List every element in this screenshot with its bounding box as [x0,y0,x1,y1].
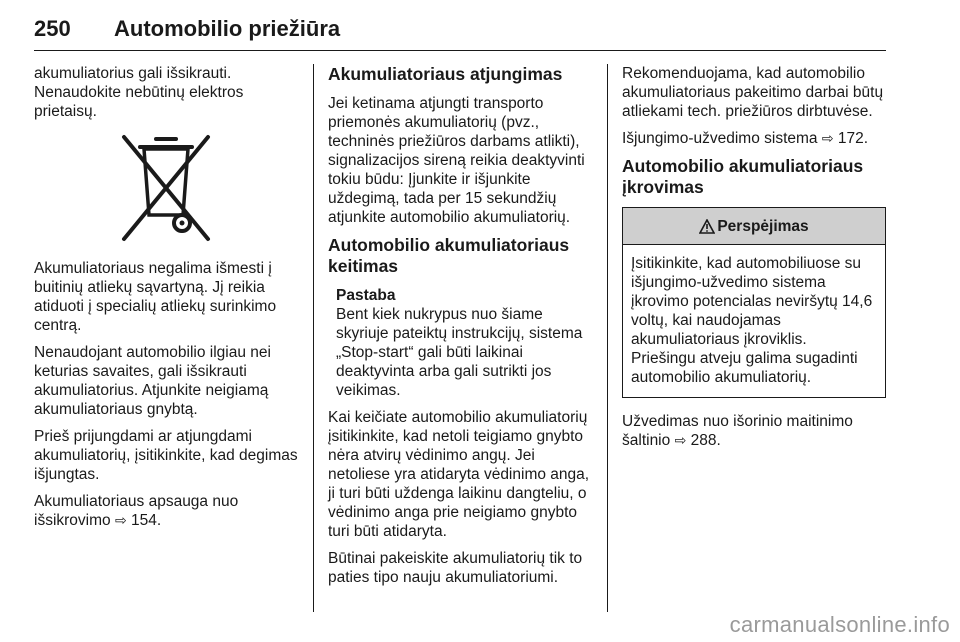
column-divider-2 [607,64,608,612]
paragraph: Prieš prijungdami ar atjungdami akumuliatorių, įsitikinkite, kad degimas išjungtas. [34,428,298,483]
column-1 [34,64,298,538]
page-reference-arrow-icon: ⇨ [114,512,127,528]
section-heading: Automobilio akumuliatoriaus įkrovimas [622,156,864,197]
warning-box [622,207,886,398]
section-heading: Automobilio akumuliatoriaus keitimas [328,235,570,276]
paragraph: Akumuliatoriaus negalima išmesti į buitinių atliekų sąvartyną. Jį reikia atiduoti į specialių atliekų surinkimo centrą. [34,260,277,334]
watermark: carmanualsonline.info [729,612,950,637]
paragraph: Rekomenduojama, kad automobilio akumuliatoriaus pakeitimo darbai būtų atliekami tech. priežiūros dirbtuvėse. [622,65,884,120]
paragraph: Jei ketinama atjungti transporto priemonės akumuliatorių (pvz., techninės priežiūros darbams atlikti), signalizacijos sireną reikia deaktyvinti tokiu būdu: Įjunkite ir išjunkite uždegimą, tada per 15 sekundžių atjunkite automobilio akumuliatorių. [328,95,585,226]
paragraph-with-reference: Akumuliatoriaus apsauga nuo išsikrovimo ⇨ 154. [34,493,239,529]
warning-text: Priešingu atveju galima sugadinti automobilio akumuliatorių. [631,350,858,386]
page-reference-arrow-icon: ⇨ [821,130,834,146]
paragraph: Nenaudojant automobilio ilgiau nei keturias savaites, gali išsikrauti akumuliatorius. Atjunkite neigiamą akumuliatoriaus gnybtą. [34,344,271,418]
page-reference-arrow-icon: ⇨ [674,432,687,448]
page-title: Automobilio priežiūra [114,16,341,41]
note-title: Pastaba [336,287,396,304]
note-block [328,286,592,400]
paragraph: Kai keičiate automobilio akumuliatorių įsitikinkite, kad netoli teigiamo gnybto nėra atvirų vėdinimo angų. Jei netoliese yra atidaryta vėdinimo anga, ji turi būti uždenga laikinu dangteliu, o vėdinimo anga prie neigiamo gnybto turi būti atidaryta. [328,409,590,540]
warning-header [623,208,885,245]
page-reference-link[interactable]: 288. [690,432,721,449]
paragraph: akumuliatorius gali išsikrauti. Nenaudokite nebūtinų elektros prietaisų. [34,65,244,120]
column-3 [622,64,886,458]
warning-title: Perspėjimas [717,217,809,235]
page-reference-link[interactable]: 154. [131,512,162,529]
paragraph-with-reference: Išjungimo-užvedimo sistema ⇨ 172. [622,130,869,147]
warning-text: Įsitikinkite, kad automobiliuose su išjungimo-užvedimo sistema įkrovimo potencialas neviršytų 14,6 voltų, kai naudojamas akumuliatoriaus įkroviklis. [631,255,873,348]
page-number: 250 [34,16,71,41]
paragraph: Būtinai pakeiskite akumuliatorių tik to paties tipo nauju akumuliatoriumi. [328,550,583,586]
column-2 [328,64,592,595]
page-header [34,16,886,51]
crossed-out-wheeled-bin-icon [120,133,212,243]
column-divider-1 [313,64,314,612]
warning-triangle-icon [699,219,715,234]
note-text: Bent kiek nukrypus nuo šiame skyriuje pateiktų instrukcijų, sistema „Stop-start“ gali būti laikinai deaktyvinta arba gali sutrikti jos veikimas. [336,306,583,399]
paragraph-with-reference: Užvedimas nuo išorinio maitinimo šaltinio ⇨ 288. [622,413,853,449]
section-heading: Akumuliatoriaus atjungimas [328,64,563,84]
warning-body [623,245,885,397]
page-reference-link[interactable]: 172. [837,130,869,147]
